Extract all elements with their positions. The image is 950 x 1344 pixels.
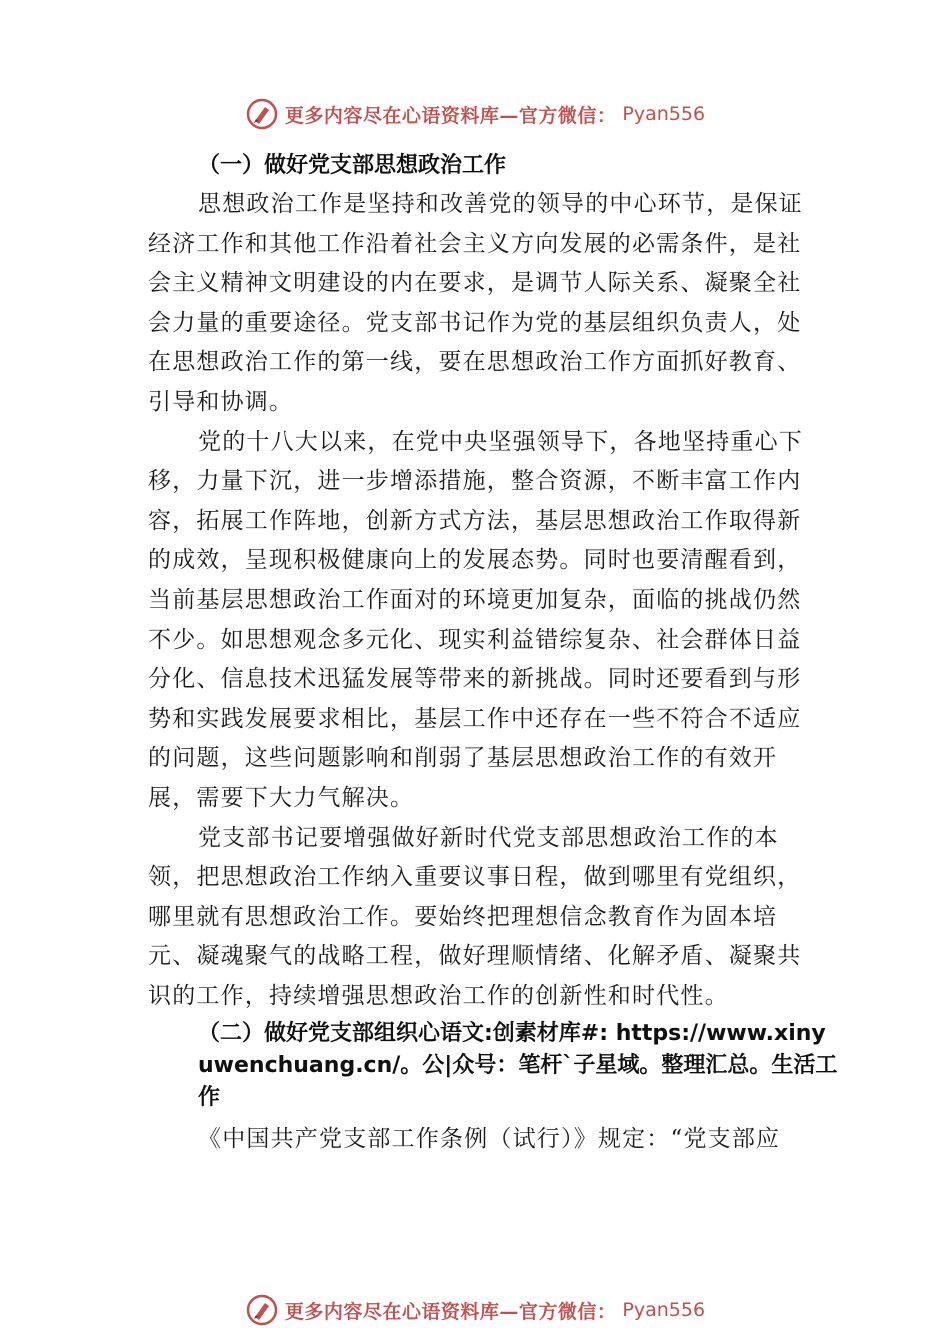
pen-nib-logo-icon (245, 97, 279, 131)
banner-promo-text: 更多内容尽在心语资料库—官方微信： (284, 1300, 617, 1323)
footer-banner (0, 1290, 950, 1330)
header-banner (0, 94, 950, 134)
section1-heading: （一）做好党支部思想政治工作 (198, 153, 507, 178)
document-body (148, 147, 838, 1160)
pen-nib-logo-icon (245, 1293, 279, 1327)
banner-wechat-id: Pyan556 (622, 1299, 706, 1321)
paragraph: 党支部书记要增强做好新时代党支部思想政治工作的本领，把思想政治工作纳入重要议事日程，做到哪里有党组织，哪里就有思想政治工作。要始终把理想信念教育作为固本培元、凝魂聚气的战略工程，做好理顺情绪、化解矛盾、凝聚共识的工作，持续增强思想政治工作的创新性和时代性。 (148, 824, 802, 1009)
banner-promo-text: 更多内容尽在心语资料库—官方微信： (284, 104, 617, 127)
banner-wechat-id: Pyan556 (622, 103, 706, 125)
section2-heading: （二）做好党支部组织心语文:创素材库#: https://www.xinyuwenchuang.cn/。公|众号：笔杆`子星域。整理汇总。生活工作 (198, 1021, 838, 1111)
paragraph: 思想政治工作是坚持和改善党的领导的中心环节，是保证经济工作和其他工作沿着社会主义方向发展的必需条件，是社会主义精神文明建设的内在要求，是调节人际关系、凝聚全社会力量的重要途径。党支部书记作为党的基层组织负责人，处在思想政治工作的第一线，要在思想政治工作方面抓好教育、引导和协调。 (148, 191, 803, 415)
paragraph: 《中国共产党支部工作条例（试行）》规定：“党支部应 (198, 1126, 781, 1153)
paragraph: 党的十八大以来，在党中央坚强领导下，各地坚持重心下移，力量下沉，进一步增添措施，整合资源，不断丰富工作内容，拓展工作阵地，创新方式方法，基层思想政治工作取得新的成效，呈现积极健康向上的发展态势。同时也要清醒看到，当前基层思想政治工作面对的环境更加复杂，面临的挑战仍然不少。如思想观念多元化、现实利益错综复杂、社会群体日益分化、信息技术迅猛发展等带来的新挑战。同时还要看到与形势和实践发展要求相比，基层工作中还存在一些不符合不适应的问题，这些问题影响和削弱了基层思想政治工作的有效开展，需要下大力气解决。 (148, 428, 803, 811)
